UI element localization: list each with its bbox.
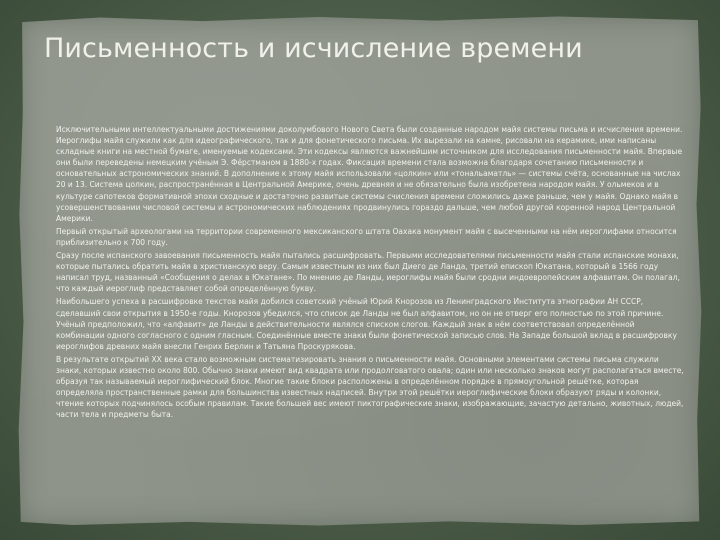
bullet-text: Исключительными интеллектуальными достижениями доколумбового Нового Света были созданные народом майя системы письма и исчисления времени. Иероглифы майя служили как для идеографического, так и для фонетического письма. Их вырезали на камне, рисовали на керамике, ими написаны складные книги на местной бумаге, именуемые кодексами. Эти кодексы являются важнейшим источником для исследования письменности майя. Впервые они были переведены немецким учёным Э. Фёрстманом в 1880-х годах. Фиксация времени стала возможна благодаря сочетанию письменности и основательных астрономических знаний. В дополнение к этому майя использовали «цолкин» или «тональаматль» — системы счёта, основанные на числах 20 и 13. Система цолкин, распространённая в Центральной Америке, очень древняя и не обязательно была изобретена народом майя. У ольмеков и в культуре сапотеков формативной эпохи сходные и достаточно развитые системы счисления времени сложились даже раньше, чем у майя. Однако майя в усовершенствовании числовой системы и астрономических наблюдениях продвинулись гораздо дальше, чем любой другой коренной народ Центральной Америки.: [56, 125, 683, 223]
bullet-item: [52, 296, 684, 351]
slide-title: Письменность и исчисление времени: [44, 33, 583, 64]
slide-body: [52, 124, 684, 524]
bullet-text: Сразу после испанского завоевания письменность майя пытались расшифровать. Первыми исследователями письменности майя стали испанские монахи, которые пытались обратить майя в христианскую веру. Самым известным из них был Диего де Ланда, третий епископ Юкатана, который в 1566 году написал труд, названный «Сообщения о делах в Юкатане». По мнению де Ланды, иероглифы майя были сродни индоевропейским алфавитам. Он полагал, что каждый иероглиф представляет собой определённую букву.: [56, 251, 680, 294]
bullet-text: Первый открытый археологами на территории современного мексиканского штата Оахака монумент майя с высеченными на нём иероглифами относится приблизительно к 700 году.: [56, 226, 677, 247]
bullet-item: [52, 250, 684, 294]
bullet-item: [52, 354, 684, 421]
bullet-text: В результате открытий XX века стало возможным систематизировать знания о письменности майя. Основными элементами системы письма служили знаки, которых известно около 800. Обычно знаки имеют вид квадрата или продолговатого овала; один или несколько знаков могут располагаться вместе, образуя так называемый иероглифический блок. Многие такие блоки расположены в определённом порядке в прямоугольной решётке, которая определяла пространственные рамки для большинства известных надписей. Внутри этой решётки иероглифические блоки образуют ряды и колонки, чтение которых подчинялось особым правилам. Такие большей вес имеют пиктографические знаки, изображающие, зачастую детально, животных, людей, части тела и предметы быта.: [56, 354, 684, 420]
bullet-item: [52, 124, 684, 224]
bullet-text: Наибольшего успеха в расшифровке текстов майя добился советский учёный Юрий Кнорозов из Ленинградского Института этнографии АН СССР, сделавший свои открытия в 1950-е годы. Кнорозов убедился, что список де Ланды не был алфавитом, но он не отверг его полностью по этой причине. Учёный предположил, что «алфавит» де Ланды в действительности являлся списком слогов. Каждый знак в нём соответствовал определённой комбинации одного согласного с одним гласным. Соединённые вместе знаки были фонетической записью слов. На Западе большой вклад в расшифровку иероглифов древних майя внесли Генрих Берлин и Татьяна Проскурякова.: [56, 297, 677, 351]
bullet-item: [52, 226, 684, 248]
